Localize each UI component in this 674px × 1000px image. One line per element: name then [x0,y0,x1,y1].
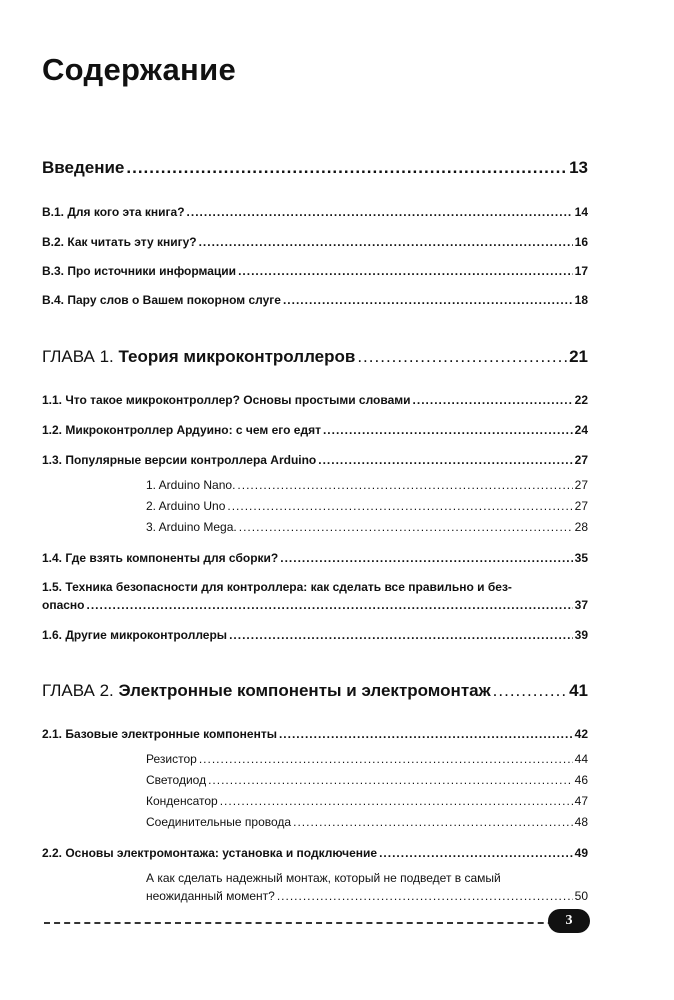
toc-entry-label: B.1. Для кого эта книга? [42,205,185,219]
chapter-page: 41 [569,681,588,700]
toc-section-page: 37 [574,598,588,612]
toc-section [42,628,588,642]
chapter-prefix: ГЛАВА 2. [42,681,114,700]
toc-section-label: 1.2. Микроконтроллер Ардуино: с чем его едят [42,423,321,437]
toc-intro [42,158,588,178]
toc-subentry-page: 47 [574,794,588,808]
leader-dots [87,598,573,612]
toc-entry-page: 16 [574,235,588,249]
toc-section-label: 1.1. Что такое микроконтроллер? Основы простыми словами [42,393,411,407]
toc-subentry-label-line2: неожиданный момент? [146,889,275,903]
toc-intro-label: Введение [42,158,125,177]
toc-chapter-2 [42,681,588,701]
toc-entry [42,205,588,219]
toc-subentry [146,815,588,829]
leader-dots [379,846,573,860]
toc-subentry [146,499,588,513]
toc-section-page: 27 [574,453,588,467]
toc-intro-page: 13 [569,158,588,177]
toc-section-label: 1.3. Популярные версии контроллера Arduino [42,453,317,467]
leader-dots [293,815,573,829]
toc-section-label: 2.1. Базовые электронные компоненты [42,727,277,741]
toc-section-label: 2.2. Основы электромонтажа: установка и подключение [42,846,378,860]
toc-section [42,598,588,612]
chapter-prefix: ГЛАВА 1. [42,347,114,366]
chapter-page: 21 [569,347,588,366]
toc-subentry-label: 3. Arduino Mega. [146,520,237,534]
toc-subentry-page: 50 [574,889,588,903]
toc-subentry-page: 46 [574,773,588,787]
toc-entry [42,264,588,278]
toc-subentry-label: 2. Arduino Uno [146,499,226,513]
leader-dots [323,423,573,437]
toc-section-page: 35 [574,551,588,565]
leader-dots [199,752,573,766]
chapter-name: Теория микроконтроллеров [118,347,356,366]
toc-subentry [146,889,588,903]
toc-section [42,393,588,407]
toc-entry [42,235,588,249]
leader-dots [199,235,573,249]
leader-dots [238,264,573,278]
leader-dots [126,158,567,178]
toc-section [42,453,588,467]
toc-entry-page: 14 [574,205,588,219]
toc-section-page: 39 [574,628,588,642]
leader-dots [279,727,573,741]
leader-dots [318,453,572,467]
leader-dots [229,628,573,642]
toc-section-page: 49 [574,846,588,860]
leader-dots [277,889,573,903]
toc-entry [42,293,588,307]
toc-subentry [146,794,588,808]
toc-subentry [146,520,588,534]
leader-dots [227,499,572,513]
footer-dashed-rule [44,922,584,924]
toc-chapter-1 [42,347,588,367]
toc-subentry-label: Резистор [146,752,197,766]
toc-subentry-page: 28 [574,520,588,534]
page-title: Содержание [42,52,236,87]
toc-subentry-page: 48 [574,815,588,829]
leader-dots [187,205,573,219]
toc-subentry-label: Конденсатор [146,794,218,808]
toc-section-label-line2: опасно [42,598,85,612]
leader-dots [208,773,573,787]
leader-dots [220,794,573,808]
toc-section-label: 1.4. Где взять компоненты для сборки? [42,551,279,565]
toc-entry-label: B.4. Пару слов о Вашем покорном слуге [42,293,281,307]
toc-section-label: 1.6. Другие микроконтроллеры [42,628,228,642]
toc-subentry-label: Светодиод [146,773,207,787]
leader-dots [493,681,567,701]
toc-entry-page: 18 [574,293,588,307]
leader-dots [357,347,567,367]
toc-subentry-page: 44 [574,752,588,766]
toc-section-page: 24 [574,423,588,437]
toc-entry-label: B.2. Как читать эту книгу? [42,235,197,249]
toc-subentry [146,773,588,787]
toc-subentry-page: 27 [574,478,588,492]
leader-dots [283,293,573,307]
toc-section-page: 42 [574,727,588,741]
toc-entry-page: 17 [574,264,588,278]
toc-subentry-label: Соединительные провода [146,815,292,829]
toc-subentry [146,478,588,492]
toc-section [42,551,588,565]
toc-section [42,846,588,860]
chapter-name: Электронные компоненты и электромонтаж [118,681,491,700]
toc-subentry-page: 27 [574,499,588,513]
toc-section-label-line1: 1.5. Техника безопасности для контроллера: как сделать все правильно и без- [42,580,512,594]
leader-dots [413,393,573,407]
page-number-badge: 3 [548,909,590,933]
leader-dots [280,551,572,565]
toc-entry-label: B.3. Про источники информации [42,264,237,278]
toc-section [42,423,588,437]
leader-dots [237,478,572,492]
toc-section-page: 22 [574,393,588,407]
toc-section [42,727,588,741]
toc-subentry-label: 1. Arduino Nano. [146,478,236,492]
toc-subentry-label-line1: А как сделать надежный монтаж, который не подведет в самый [146,871,501,885]
leader-dots [239,520,573,534]
toc-subentry [146,752,588,766]
